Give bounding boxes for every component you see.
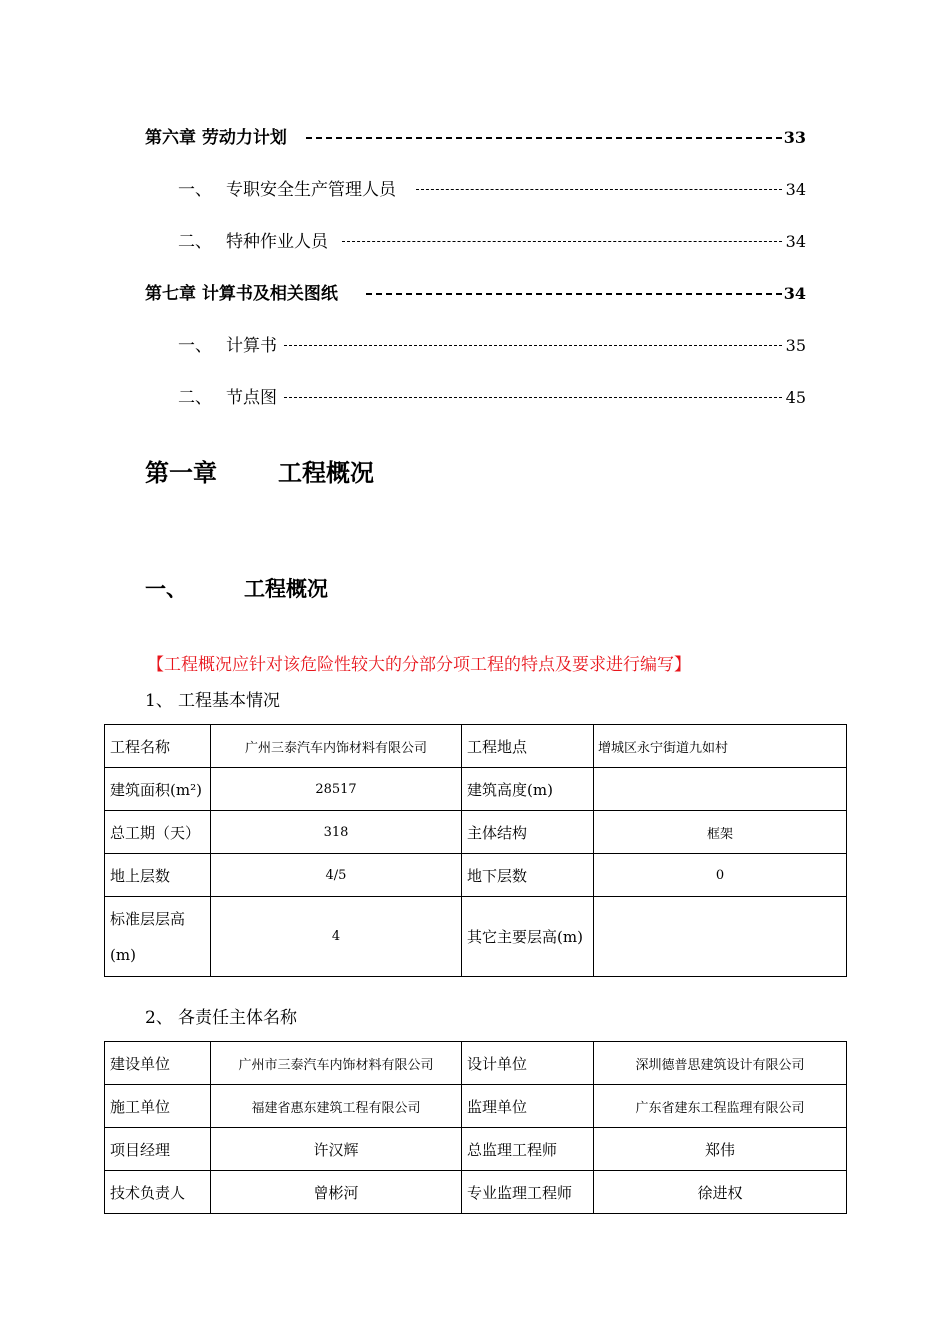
value-cell: 郑伟 (594, 1128, 847, 1171)
heading-number: 2、 (145, 1008, 173, 1028)
value-cell: 增城区永宁街道九如村 (594, 725, 847, 768)
label-cell: 地下层数 (462, 854, 594, 897)
toc-page-number: 34 (785, 180, 806, 199)
toc-label: 节点图 (226, 388, 277, 408)
toc-entry-chapter-7[interactable] (0, 281, 950, 307)
toc-page-number: 45 (785, 388, 806, 407)
table-row (105, 768, 847, 811)
label-cell: 工程名称 (105, 725, 211, 768)
toc-leader (284, 397, 782, 398)
label-cell: 专业监理工程师 (462, 1171, 594, 1214)
toc-label: 特种作业人员 (226, 232, 328, 252)
heading-number: 1、 (145, 691, 173, 711)
table-row (105, 1042, 847, 1085)
value-cell: 28517 (211, 768, 462, 811)
label-line: (m) (110, 945, 136, 964)
toc-leader (284, 345, 782, 346)
value-cell: 0 (594, 854, 847, 897)
value-cell: 4/5 (211, 854, 462, 897)
label-cell (105, 897, 211, 977)
value-cell: 深圳德普思建筑设计有限公司 (594, 1042, 847, 1085)
basic-info-table (104, 724, 847, 977)
toc-entry-sub[interactable] (0, 385, 950, 411)
heading-text: 工程基本情况 (178, 691, 280, 711)
toc-entry-sub[interactable] (0, 229, 950, 255)
table-row (105, 1171, 847, 1214)
label-cell: 项目经理 (105, 1128, 211, 1171)
label-cell: 总工期（天） (105, 811, 211, 854)
responsible-heading (145, 1005, 297, 1031)
toc-label: 计算书 (226, 336, 277, 356)
basic-info-heading (145, 688, 280, 714)
value-cell: 广东省建东工程监理有限公司 (594, 1085, 847, 1128)
table-row (105, 854, 847, 897)
value-cell: 框架 (594, 811, 847, 854)
toc-leader (306, 137, 782, 139)
label-cell: 建筑高度(m) (462, 768, 594, 811)
chapter-number: 第一章 (145, 458, 217, 487)
label-cell: 建筑面积(m²) (105, 768, 211, 811)
value-cell: 许汉辉 (211, 1128, 462, 1171)
chapter-title: 工程概况 (278, 458, 374, 487)
toc-leader (366, 293, 782, 295)
value-cell: 4 (211, 897, 462, 977)
toc-entry-sub[interactable] (0, 177, 950, 203)
value-cell: 广州三泰汽车内饰材料有限公司 (211, 725, 462, 768)
table-row (105, 725, 847, 768)
label-cell: 地上层数 (105, 854, 211, 897)
label-cell: 建设单位 (105, 1042, 211, 1085)
label-cell: 其它主要层高(m) (462, 897, 594, 977)
label-cell: 工程地点 (462, 725, 594, 768)
toc-page-number: 33 (783, 128, 806, 147)
toc-number: 一、 (178, 336, 212, 356)
label-cell: 施工单位 (105, 1085, 211, 1128)
toc-leader (416, 189, 782, 190)
value-cell: 广州市三泰汽车内饰材料有限公司 (211, 1042, 462, 1085)
value-cell: 曾彬河 (211, 1171, 462, 1214)
table-row (105, 1128, 847, 1171)
toc-label: 专职安全生产管理人员 (226, 180, 396, 200)
value-cell: 福建省惠东建筑工程有限公司 (211, 1085, 462, 1128)
value-cell: 徐进权 (594, 1171, 847, 1214)
toc-label: 第六章 劳动力计划 (145, 128, 287, 148)
toc-page-number: 34 (785, 232, 806, 251)
label-cell: 技术负责人 (105, 1171, 211, 1214)
heading-text: 各责任主体名称 (178, 1008, 297, 1028)
label-cell: 主体结构 (462, 811, 594, 854)
toc-number: 一、 (178, 180, 212, 200)
toc-entry-chapter-6[interactable] (0, 125, 950, 151)
label-cell: 总监理工程师 (462, 1128, 594, 1171)
toc-label: 第七章 计算书及相关图纸 (145, 284, 338, 304)
red-instruction-note: 【工程概况应针对该危险性较大的分部分项工程的特点及要求进行编写】 (147, 655, 691, 675)
toc-page-number: 34 (783, 284, 806, 303)
value-cell (594, 768, 847, 811)
value-cell: 318 (211, 811, 462, 854)
label-cell: 设计单位 (462, 1042, 594, 1085)
section-title: 工程概况 (244, 576, 328, 601)
toc-number: 二、 (178, 388, 212, 408)
table-row (105, 897, 847, 977)
toc-leader (342, 241, 782, 242)
table-row (105, 811, 847, 854)
responsible-parties-table (104, 1041, 847, 1214)
table-row (105, 1085, 847, 1128)
toc-page-number: 35 (785, 336, 806, 355)
toc-entry-sub[interactable] (0, 333, 950, 359)
toc-number: 二、 (178, 232, 212, 252)
label-line: 标准层层高 (110, 909, 186, 928)
section-number: 一、 (145, 576, 187, 601)
label-cell: 监理单位 (462, 1085, 594, 1128)
value-cell (594, 897, 847, 977)
